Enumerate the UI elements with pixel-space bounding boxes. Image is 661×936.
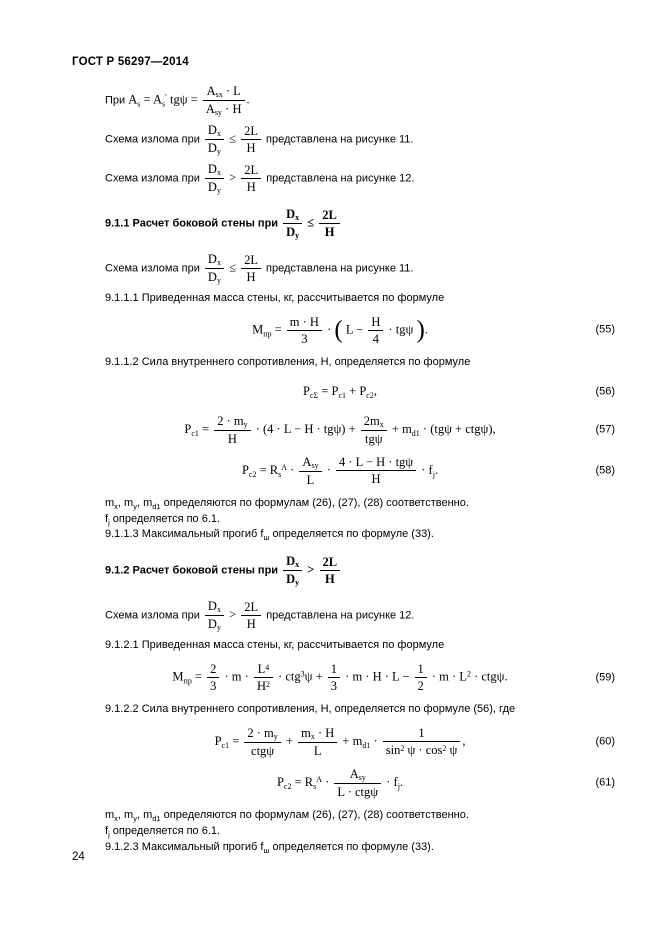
subscript: x	[216, 129, 221, 138]
math-run: 2L	[322, 555, 338, 570]
math-run: .	[424, 322, 428, 337]
math-run: 2L	[244, 163, 259, 177]
math-run: · (tgψ + ctgψ),	[419, 421, 496, 436]
text-run: 9.1.1 Расчет боковой стены при	[105, 217, 282, 230]
text-run: 9.1.2.1 Приведенная масса стены, кг, рассчитывается по формуле	[105, 639, 445, 652]
paragraph	[105, 291, 615, 306]
subscript: x	[114, 813, 118, 823]
math-run: 2L	[244, 600, 259, 615]
formula	[105, 726, 615, 758]
math-run: ≤	[304, 215, 318, 230]
math-run: P	[184, 421, 192, 436]
fraction	[319, 208, 340, 239]
subscript: j	[108, 829, 110, 839]
math-run: 2 · m	[217, 413, 244, 428]
paragraph	[105, 355, 615, 370]
fraction	[283, 554, 302, 587]
math-run: M	[252, 322, 264, 337]
math-run: D	[207, 599, 217, 614]
fraction	[241, 253, 261, 284]
paragraph	[105, 512, 615, 527]
math-run: tgψ	[364, 431, 383, 446]
math-run: >	[225, 607, 240, 622]
subscript: ш	[263, 845, 270, 855]
subscript: sy	[214, 108, 223, 117]
math-run: ·	[370, 733, 381, 748]
math-run: M	[172, 669, 184, 684]
text-run: , m	[136, 808, 153, 821]
fraction	[415, 662, 427, 693]
paragraph	[105, 84, 615, 117]
math-run: 2 · m	[247, 725, 274, 740]
fraction	[320, 555, 341, 586]
subscript: j	[432, 469, 435, 479]
math-run: D	[207, 162, 217, 176]
math-run: · H	[222, 102, 242, 116]
math-run: P	[241, 462, 249, 477]
fraction	[244, 726, 280, 758]
math-run: L −	[342, 322, 367, 337]
math-run: H	[324, 572, 335, 587]
math-run: ·	[323, 462, 334, 477]
math-run: L	[306, 472, 315, 487]
subscript: x	[295, 560, 300, 570]
superscript: A	[281, 462, 287, 472]
math-run: A	[206, 84, 216, 98]
equation-number: (61)	[595, 776, 615, 789]
text-run: При	[105, 94, 129, 107]
text-run: Схема излома при	[105, 172, 203, 185]
subscript: c2	[366, 391, 374, 401]
subscript: d1	[411, 428, 420, 438]
superscript: A	[316, 774, 322, 784]
superscript: 3	[300, 669, 305, 679]
subscript: y	[133, 501, 137, 511]
math-run: ψ +	[304, 669, 326, 684]
math-run: ·	[287, 462, 298, 477]
text-run: определяются по формулам (26), (27), (28) соответственно.	[160, 496, 469, 509]
equation	[105, 662, 615, 693]
math-run: 4	[372, 331, 379, 346]
section-heading	[105, 554, 615, 587]
math-run: · m · L	[428, 669, 467, 684]
math-run: D	[286, 554, 296, 569]
text-run: определяется по формуле (33).	[269, 528, 434, 541]
superscript: 2	[400, 744, 405, 754]
text-run: Схема излома при	[105, 133, 203, 146]
subscript: s	[278, 469, 282, 479]
superscript: 2	[466, 669, 471, 679]
math-run: = R	[291, 774, 314, 789]
math-run: ·	[322, 774, 333, 789]
math-run: · ctg	[274, 669, 301, 684]
math-run: >	[225, 170, 240, 185]
subscript: j	[108, 517, 110, 527]
subscript: y	[243, 419, 248, 429]
math-run: 1	[417, 662, 424, 677]
fraction	[361, 414, 387, 446]
math-run: 2m	[363, 413, 380, 428]
subscript: y	[216, 147, 221, 156]
math-run: 3	[301, 331, 308, 346]
equation	[105, 315, 615, 346]
fraction	[328, 662, 340, 693]
fraction	[383, 726, 461, 757]
formula	[105, 315, 615, 346]
math-run: D	[207, 252, 217, 266]
subscript: ш	[263, 533, 270, 543]
math-run: 2	[417, 679, 424, 694]
math-run: A	[349, 766, 359, 781]
math-run: · tgψ	[385, 322, 417, 337]
math-run: H	[227, 431, 237, 446]
superscript: ′	[165, 92, 167, 102]
subscript: c1	[191, 428, 199, 438]
equation-number: (55)	[595, 323, 615, 336]
equation	[105, 414, 615, 446]
subscript: sy	[311, 460, 319, 470]
text-run: m	[105, 496, 115, 509]
math-run: ,	[373, 384, 377, 399]
subscript: y	[273, 731, 278, 741]
math-run: D	[207, 270, 217, 284]
math-run: 3	[330, 679, 338, 694]
subscript: cΣ	[309, 391, 319, 401]
math-run: 2L	[322, 208, 337, 222]
fraction	[368, 315, 383, 346]
math-run: · m · H · L −	[342, 669, 413, 684]
math-run: P	[214, 733, 222, 748]
subscript: x	[216, 258, 221, 267]
paragraph	[105, 808, 615, 823]
math-run: D	[286, 572, 296, 587]
text-run: , m	[117, 808, 134, 821]
text-run: представлена на рисунке 12.	[263, 609, 415, 622]
math-run: ψ · cos	[404, 743, 443, 758]
text-run: 9.1.2.3 Максимальный прогиб f	[105, 840, 264, 853]
math-run: ·	[323, 322, 335, 337]
section-heading	[105, 207, 615, 240]
math-run: A	[205, 102, 215, 116]
math-run: =	[229, 733, 243, 748]
text-run: m	[105, 808, 115, 821]
paragraph	[105, 824, 615, 839]
subscript: y	[133, 813, 137, 823]
subscript: пр	[183, 676, 192, 686]
math-run: H	[324, 225, 335, 239]
equation-number: (58)	[595, 464, 615, 477]
superscript: 2	[265, 680, 270, 690]
math-run: · H	[314, 725, 335, 740]
equation	[105, 455, 615, 487]
math-run: m · H	[289, 314, 319, 329]
math-run: · f	[418, 462, 433, 477]
formula	[105, 383, 615, 400]
subscript: d1	[152, 501, 161, 511]
math-run: H	[246, 180, 256, 194]
math-run: 4 · L − H · tgψ	[339, 455, 414, 470]
equation-number: (57)	[595, 423, 615, 436]
math-run: = R	[256, 462, 279, 477]
fraction	[336, 455, 416, 486]
subscript: sy	[358, 772, 366, 782]
subscript: y	[216, 276, 221, 285]
math-run: =	[191, 669, 206, 684]
math-run: = A	[140, 92, 163, 107]
math-run: 2L	[244, 124, 258, 138]
fraction	[299, 455, 321, 487]
subscript: y	[295, 578, 300, 588]
big-paren: )	[416, 316, 425, 344]
math-run: L · ctgψ	[337, 784, 379, 799]
math-run: D	[286, 207, 296, 221]
fraction	[241, 600, 261, 631]
math-run: H	[246, 617, 256, 632]
math-run: H	[256, 679, 266, 694]
text-run: f	[105, 824, 109, 837]
math-run: m	[301, 725, 311, 740]
math-run: tgψ =	[166, 92, 201, 107]
math-run: 2L	[244, 253, 258, 267]
text-run: 9.1.2.2 Сила внутреннего сопротивления, Н, определяется по формуле (56), где	[105, 703, 516, 716]
text-run: представлена на рисунке 11.	[262, 133, 414, 146]
math-run: ≤	[225, 131, 240, 146]
formula	[105, 455, 615, 487]
text-run: представлена на рисунке 11.	[262, 262, 414, 275]
paragraph	[105, 702, 615, 717]
subscript: y	[295, 231, 300, 240]
math-run: D	[207, 141, 217, 155]
math-run: · m ·	[221, 669, 252, 684]
math-run: · L	[222, 84, 241, 98]
math-run: H	[246, 270, 256, 284]
subscript: sx	[215, 90, 223, 99]
equation-number: (56)	[595, 385, 615, 398]
page-number: 24	[72, 851, 85, 863]
math-run: A	[128, 92, 138, 107]
equation	[105, 726, 615, 758]
paragraph	[105, 252, 615, 285]
fraction	[287, 315, 322, 346]
subscript: c2	[248, 469, 257, 479]
document-body	[105, 78, 615, 855]
formula	[105, 767, 615, 799]
fraction	[205, 252, 224, 285]
fraction	[298, 726, 337, 758]
math-run: P	[276, 774, 284, 789]
math-run: H	[371, 314, 381, 329]
math-run: ψ	[446, 743, 458, 758]
math-run: D	[207, 180, 217, 194]
math-run: L	[257, 662, 266, 677]
fraction	[241, 163, 261, 194]
formula	[105, 414, 615, 446]
text-run: 9.1.2 Расчет боковой стены при	[105, 564, 282, 577]
math-run: P	[303, 384, 310, 399]
text-run: 9.1.1.1 Приведенная масса стены, кг, рассчитывается по формуле	[105, 292, 445, 304]
math-run: .	[399, 774, 404, 789]
paragraph	[105, 527, 615, 542]
paragraph	[105, 840, 615, 855]
math-run: ≤	[225, 260, 240, 275]
math-run: D	[286, 225, 296, 239]
equation-number: (60)	[595, 735, 615, 748]
math-run: = P	[318, 384, 339, 399]
math-run: =	[271, 322, 285, 337]
text-run: определяются по формулам (26), (27), (28) соответственно.	[160, 808, 469, 821]
math-run: =	[198, 421, 213, 436]
subscript: x	[295, 213, 300, 222]
subscript: x	[310, 731, 315, 741]
document-header: ГОСТ Р 56297—2014	[72, 56, 189, 68]
subscript: s	[162, 99, 166, 109]
math-run: 3	[210, 679, 217, 694]
math-run: D	[207, 123, 217, 137]
text-run: , m	[136, 496, 153, 509]
fraction	[205, 162, 224, 195]
subscript: d1	[152, 813, 161, 823]
fraction	[334, 767, 381, 799]
subscript: y	[216, 623, 221, 633]
subscript: d1	[362, 740, 371, 750]
text-run: f	[105, 512, 109, 525]
math-run: A	[302, 454, 312, 469]
big-paren: (	[334, 316, 343, 344]
equation	[105, 767, 615, 799]
text-run: определяется по 6.1.	[109, 824, 221, 837]
math-run: D	[207, 617, 217, 632]
math-run: 1	[330, 662, 338, 677]
fraction	[203, 84, 245, 117]
math-run: H	[371, 472, 381, 487]
math-run: · ctgψ.	[470, 669, 508, 684]
math-run: sin	[385, 743, 401, 758]
fraction	[283, 207, 302, 240]
subscript: c1	[338, 391, 347, 401]
subscript: c1	[221, 740, 230, 750]
fraction	[207, 662, 219, 693]
subscript: x	[216, 168, 221, 177]
math-run: ctgψ	[251, 743, 275, 758]
subscript: c2	[283, 781, 292, 791]
text-run: Схема излома при	[105, 609, 203, 622]
subscript: x	[216, 605, 221, 615]
subscript: x	[379, 419, 384, 429]
equation	[105, 379, 615, 405]
equation-number: (59)	[595, 671, 615, 684]
math-run: + P	[346, 384, 367, 399]
fraction	[205, 599, 224, 632]
fraction	[254, 662, 273, 693]
math-run: · (4 · L − H · tgψ) +	[252, 421, 359, 436]
math-run: .	[246, 92, 250, 107]
text-run: определяется по 6.1.	[109, 512, 221, 525]
paragraph	[105, 496, 615, 511]
subscript: s	[137, 99, 141, 109]
paragraph	[105, 599, 615, 632]
math-run: ,	[462, 733, 466, 748]
fraction	[205, 123, 224, 156]
math-run: +	[282, 733, 297, 748]
formula	[105, 662, 615, 693]
math-run: .	[434, 462, 439, 477]
superscript: 2	[442, 744, 447, 754]
math-run: L	[313, 743, 322, 758]
subscript: j	[397, 781, 400, 791]
math-run: + m	[388, 421, 412, 436]
fraction	[214, 414, 250, 446]
text-run: 9.1.1.3 Максимальный прогиб f	[105, 528, 264, 541]
paragraph	[105, 123, 615, 156]
text-run: , m	[117, 496, 134, 509]
math-run: 2	[210, 662, 217, 677]
paragraph	[105, 638, 615, 653]
math-run: + m	[339, 733, 363, 748]
math-run: >	[304, 562, 318, 577]
fraction	[241, 124, 261, 155]
subscript: x	[114, 501, 118, 511]
text-run: определяется по формуле (33).	[269, 840, 434, 853]
text-run: Схема излома при	[105, 262, 203, 275]
math-run: 1	[418, 726, 425, 741]
math-run: H	[246, 141, 256, 155]
math-run: · f	[383, 774, 398, 789]
superscript: 4	[265, 663, 270, 673]
subscript: s	[313, 781, 317, 791]
text-run: 9.1.1.2 Сила внутреннего сопротивления, Н, определяется по формуле	[105, 355, 471, 368]
subscript: y	[216, 186, 221, 195]
text-run: представлена на рисунке 12.	[263, 172, 415, 185]
paragraph	[105, 162, 615, 195]
subscript: пр	[263, 329, 272, 339]
